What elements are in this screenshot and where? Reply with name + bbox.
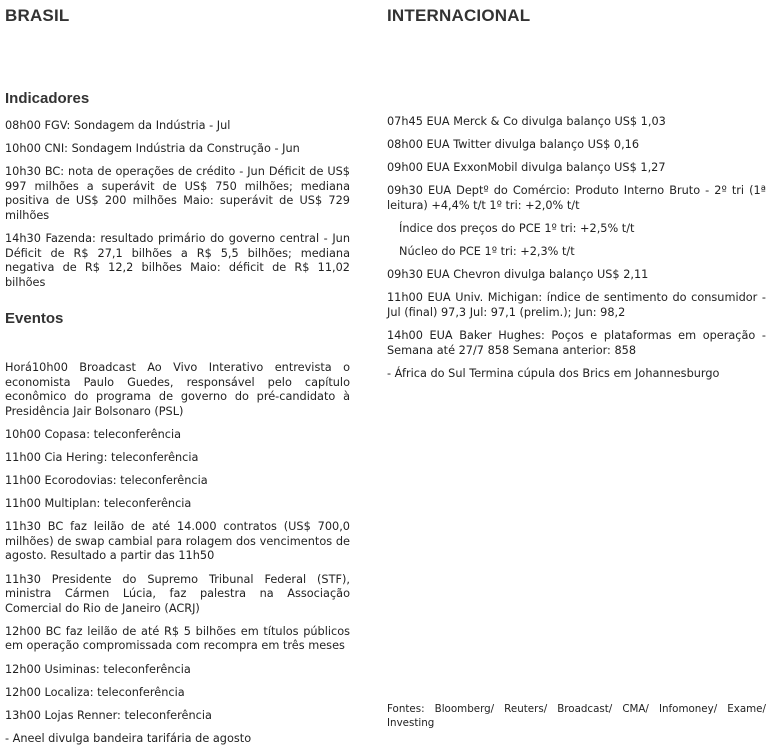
internacional-item: 07h45 EUA Merck & Co divulga balanço US$ 1,03 [387, 115, 666, 128]
eventos-list [5, 361, 350, 755]
evento-item: 12h00 BC faz leilão de até R$ 5 bilhões em títulos públicos em operação compromissada com recompra em três meses [5, 624, 350, 653]
indicadores-list [5, 119, 350, 299]
internacional-title: INTERNACIONAL [387, 6, 531, 25]
evento-item: 11h30 BC faz leilão de até 14.000 contratos (US$ 700,0 milhões) de swap cambial para rolagem dos vencimentos de agosto. Resultado a partir das 11h50 [5, 520, 350, 563]
internacional-list [387, 115, 766, 390]
indicadores-title: Indicadores [5, 90, 90, 107]
eventos-title: Eventos [5, 310, 64, 327]
internacional-item: 09h30 EUA Deptº do Comércio: Produto Interno Bruto - 2º tri (1ª leitura) +4,4% t/t 1º tri: +2,0% t/t [387, 184, 766, 212]
evento-item: 11h00 Multiplan: teleconferência [5, 497, 192, 511]
internacional-item: 09h00 EUA ExxonMobil divulga balanço US$ 1,27 [387, 161, 666, 175]
internacional-item: 08h00 EUA Twitter divulga balanço US$ 0,16 [387, 138, 640, 152]
evento-item: 11h30 Presidente do Supremo Tribunal Federal (STF), ministra Cármen Lúcia, faz palestra na Associação Comercial do Rio de Janeiro (ACRJ) [5, 572, 350, 615]
evento-item: - Aneel divulga bandeira tarifária de agosto [5, 731, 252, 745]
indicador-item: 10h30 BC: nota de operações de crédito - Jun Déficit de US$ 997 milhões a superávit de US$ 750 milhões; mediana positiva de US$ 200 milhões Maio: superávit de US$ 729 milhões [5, 165, 350, 222]
evento-item: 12h00 Usiminas: teleconferência [5, 662, 191, 676]
brasil-title: BRASIL [5, 6, 70, 25]
internacional-item: 09h30 EUA Chevron divulga balanço US$ 2,11 [387, 268, 649, 282]
internacional-item: - África do Sul Termina cúpula dos Brics em Johannesburgo [387, 366, 720, 380]
indicador-item: 08h00 FGV: Sondagem da Indústria - Jul [5, 119, 231, 132]
indicador-item: 10h00 CNI: Sondagem Indústria da Construção - Jun [5, 142, 300, 156]
evento-item: 11h00 Cia Hering: teleconferência [5, 450, 199, 464]
indicador-item: 14h30 Fazenda: resultado primário do governo central - Jun Déficit de R$ 27,1 bilhões a R$ 5,5 bilhões; mediana negativa de R$ 12,2 bilhões Maio: déficit de R$ 11,02 bilhões [5, 232, 350, 289]
evento-item: 11h00 Ecorodovias: teleconferência [5, 474, 208, 488]
internacional-item: 11h00 EUA Univ. Michigan: índice de sentimento do consumidor - Jul (final) 97,3 Jul: 97,1 (prelim.); Jun: 98,2 [387, 291, 766, 319]
internacional-item: 14h00 EUA Baker Hughes: Poços e plataformas em operação - Semana até 27/7 858 Semana anterior: 858 [387, 328, 766, 357]
evento-item: Horá10h00 Broadcast Ao Vivo Interativo entrevista o economista Paulo Guedes, responsável pelo capítulo econômico do programa de governo do pré-candidato à Presidência Jair Bolsonaro (PSL) [5, 361, 350, 418]
evento-item: 12h00 Localiza: teleconferência [5, 685, 185, 699]
evento-item: 10h00 Copasa: teleconferência [5, 427, 182, 441]
internacional-subitem: Núcleo do PCE 1º tri: +2,3% t/t [399, 245, 575, 259]
evento-item: 13h00 Lojas Renner: teleconferência [5, 708, 212, 722]
internacional-subitem: Índice dos preços do PCE 1º tri: +2,5% t/t [399, 221, 635, 235]
sources-note: Fontes: Bloomberg/ Reuters/ Broadcast/ CMA/ Infomoney/ Exame/ Investing [387, 703, 766, 729]
